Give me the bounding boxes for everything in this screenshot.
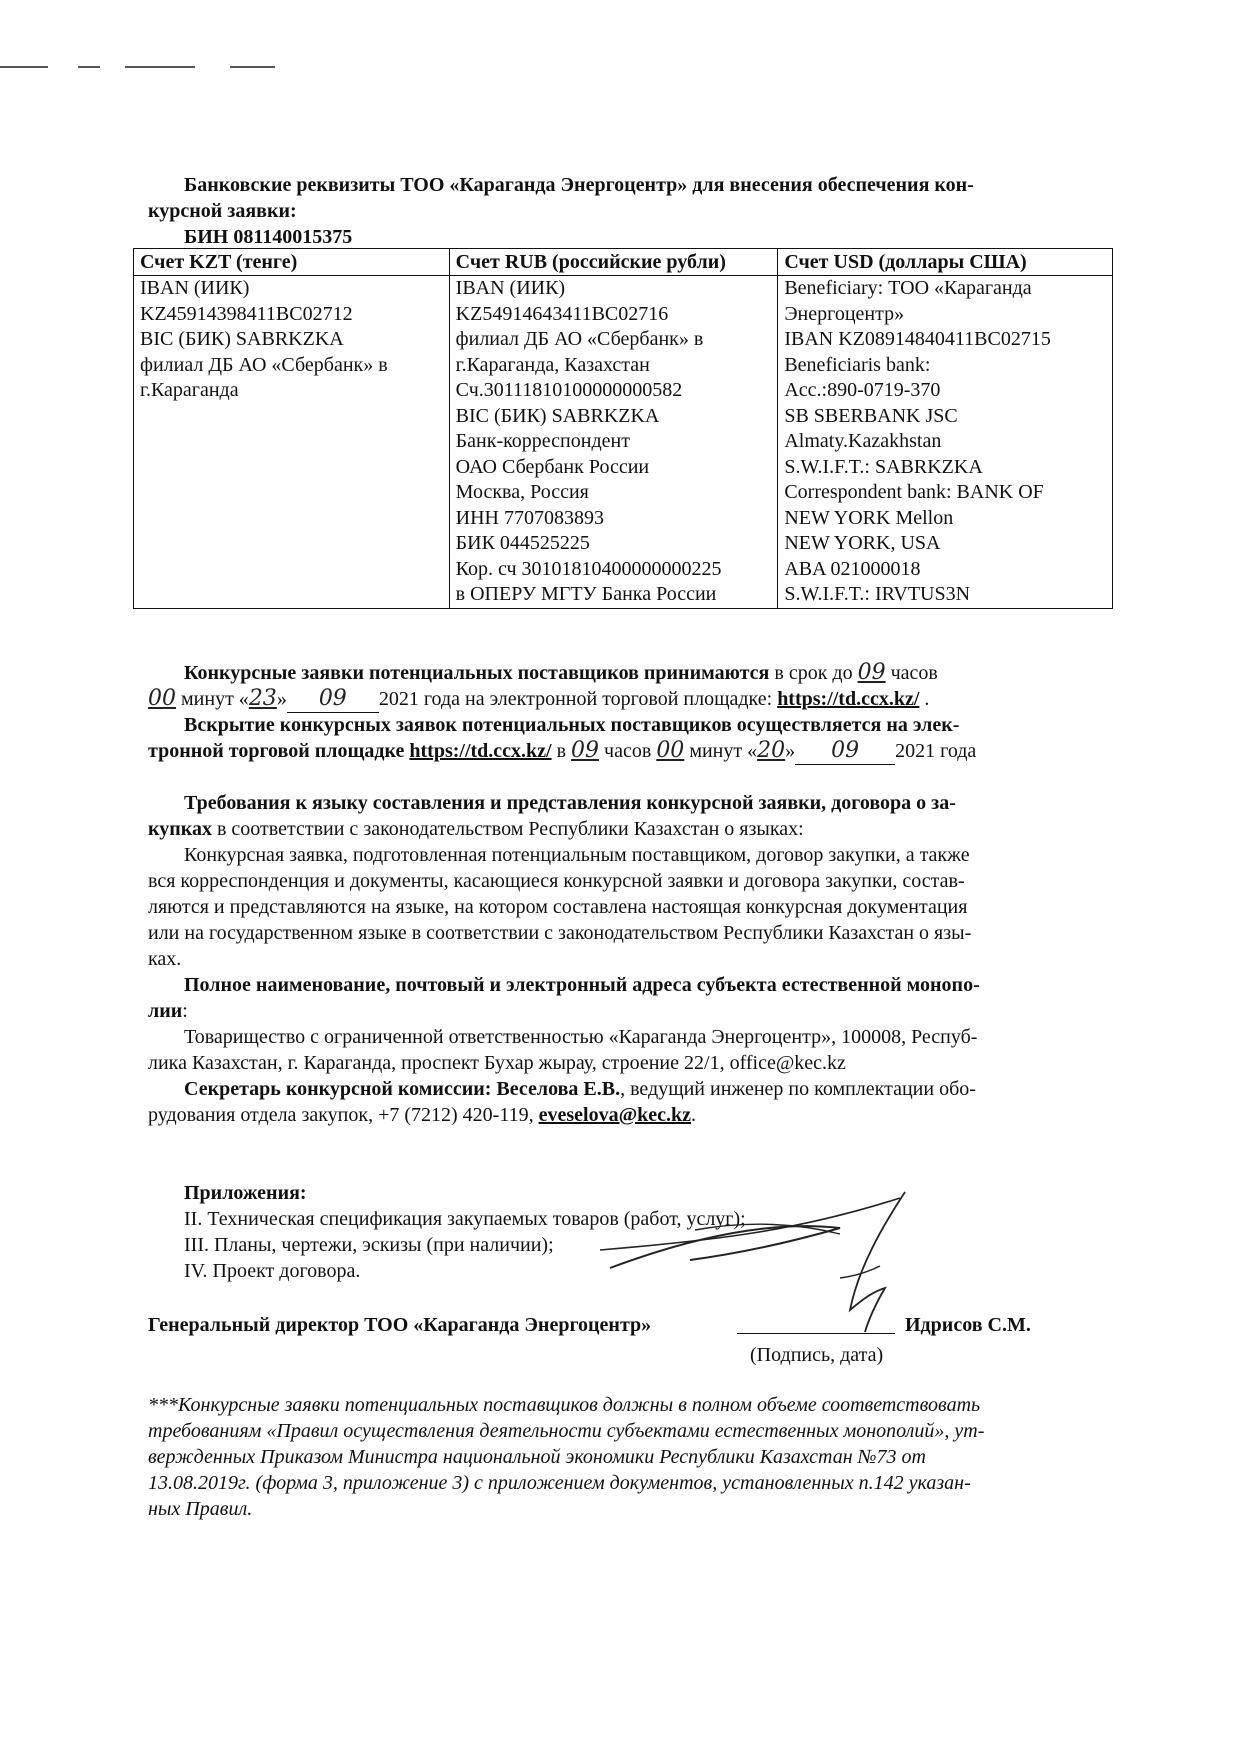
scan-artifact-line <box>78 66 100 68</box>
usd-line: S.W.I.F.T.: IRVTUS3N <box>784 583 971 605</box>
handwritten-minutes: 00 <box>656 738 685 763</box>
attachment-item: IV. Проект договора. <box>184 1260 361 1282</box>
usd-line: S.W.I.F.T.: SABRKZKA <box>784 455 983 478</box>
handwritten-hours: 09 <box>571 738 600 763</box>
language-para-line: Конкурсная заявка, подготовленная потенциальным поставщиком, договор закупки, а также <box>184 844 970 866</box>
footnote-line: ных Правил. <box>148 1498 253 1520</box>
director-title: Генеральный директор ТОО «Караганда Энергоцентр» <box>148 1314 652 1336</box>
rub-column-header: Счет RUB (российские рубли) <box>449 249 778 276</box>
submission-lead: Конкурсные заявки потенциальных поставщиков принимаются <box>184 662 770 684</box>
monopoly-address-line: лика Казахстан, г. Караганда, проспект Бухар жырау, строение 22/1, office@kec.kz <box>148 1052 846 1074</box>
handwritten-month: 09 <box>831 738 860 763</box>
secretary-period: . <box>691 1104 697 1126</box>
attachment-item: III. Планы, чертежи, эскизы (при наличии); <box>184 1234 554 1256</box>
heading-line-2: курсной заявки: <box>148 200 297 222</box>
usd-line: Энергоцентр» <box>784 302 905 325</box>
handwritten-minutes: 00 <box>148 686 176 711</box>
submission-deadline-paragraph <box>148 660 1098 713</box>
commission-secretary <box>148 1076 1098 1128</box>
rub-line: Москва, Россия <box>455 481 589 503</box>
table-header-row <box>134 249 1113 276</box>
rub-line: филиал ДБ АО «Сбербанк» в <box>455 328 704 350</box>
usd-account-cell <box>778 276 1113 609</box>
secretary-email-link[interactable]: eveselova@kec.kz <box>538 1104 692 1126</box>
month-blank <box>287 686 379 713</box>
secretary-contact: рудования отдела закупок, +7 (7212) 420-119, <box>148 1104 539 1126</box>
language-para-line: ках. <box>148 948 182 970</box>
language-heading-line-1: Требования к языку составления и представления конкурсной заявки, договора о за- <box>184 792 956 814</box>
signature-caption: (Подпись, дата) <box>750 1344 884 1366</box>
opening-text: часов <box>599 740 657 762</box>
table-row <box>134 276 1113 609</box>
rub-line: IBAN (ИИК) <box>455 277 566 299</box>
handwritten-hours: 09 <box>857 660 886 685</box>
attachment-item: II. Техническая спецификация закупаемых товаров (работ, услуг); <box>184 1208 746 1230</box>
attachments-title: Приложения: <box>184 1182 307 1204</box>
usd-line: Beneficiary: ТОО «Караганда <box>784 277 1032 299</box>
monopoly-heading-line-2: лии <box>148 1000 183 1022</box>
opening-paragraph <box>148 712 1098 765</box>
kzt-account-cell <box>134 276 450 609</box>
usd-line: NEW YORK, USA <box>784 532 941 554</box>
usd-line: IBAN KZ08914840411BC02715 <box>784 328 1051 350</box>
submission-text: минут « <box>176 688 249 710</box>
monopoly-entity-details <box>148 972 1098 1076</box>
procurement-portal-link[interactable]: https://td.ccx.kz/ <box>777 688 920 710</box>
bin-number: БИН 081140015375 <box>184 226 353 248</box>
rub-line: ИНН 7707083893 <box>455 506 604 529</box>
language-requirements <box>148 790 1098 972</box>
language-heading-line-2: купках <box>148 818 212 840</box>
signature-line <box>737 1333 895 1334</box>
secretary-text: , ведущий инженер по комплектации обо- <box>620 1078 976 1100</box>
kzt-line: BIC (БИК) SABRKZKA <box>140 328 344 350</box>
kzt-line: г.Караганда <box>140 379 239 401</box>
submission-text: в срок до <box>769 662 858 684</box>
rub-line: Банк-корреспондент <box>455 430 630 452</box>
language-para-line: или на государственном языке в соответствии с законодательством Республики Казахстан о язы- <box>148 922 972 944</box>
footnote-line: ***Конкурсные заявки потенциальных поставщиков должны в полном объеме соответствовать <box>148 1394 981 1416</box>
submission-text: . <box>919 688 930 710</box>
rub-line: БИК 044525225 <box>455 532 590 554</box>
monopoly-address-line: Товарищество с ограниченной ответственностью «Караганда Энергоцентр», 100008, Респуб- <box>184 1026 978 1048</box>
footnote <box>148 1392 1098 1522</box>
opening-text: 2021 года <box>895 740 977 762</box>
submission-text: » <box>276 688 287 710</box>
rub-line: Кор. сч 30101810400000000225 <box>455 557 722 580</box>
rub-line: KZ54914643411BC02716 <box>455 302 669 325</box>
director-name: Идрисов С.М. <box>905 1314 1031 1336</box>
usd-line: Correspondent bank: BANK OF <box>784 481 1044 503</box>
monopoly-colon: : <box>182 1000 188 1022</box>
usd-line: NEW YORK Mellon <box>784 506 954 529</box>
kzt-line: филиал ДБ АО «Сбербанк» в <box>140 353 388 376</box>
month-blank <box>795 738 895 765</box>
kzt-line: IBAN (ИИК) <box>140 277 250 299</box>
handwritten-day: 23 <box>248 686 277 711</box>
handwritten-month: 09 <box>318 686 347 711</box>
usd-line: Beneficiaris bank: <box>784 353 931 376</box>
kzt-column-header: Счет KZT (тенге) <box>134 249 450 276</box>
handwritten-day: 20 <box>757 738 786 763</box>
secretary-lead: Секретарь конкурсной комиссии: Веселова Е.В. <box>184 1078 621 1100</box>
footnote-line: 13.08.2019г. (форма 3, приложение 3) с приложением документов, установленных п.142 указан- <box>148 1472 971 1494</box>
submission-text: 2021 года на электронной торговой площадке: <box>378 688 778 710</box>
opening-text: » <box>785 740 796 762</box>
usd-column-header: Счет USD (доллары США) <box>778 249 1113 276</box>
language-para-line: ляются и представляются на языке, на котором составлена настоящая конкурсная документация <box>148 896 968 918</box>
submission-text: часов <box>885 662 938 684</box>
scan-artifact-line <box>0 66 48 68</box>
footnote-line: требованиям «Правил осуществления деятельности субъектами естественных монополий», ут- <box>148 1420 985 1442</box>
heading-line-1: Банковские реквизиты ТОО «Караганда Энергоцентр» для внесения обеспечения кон- <box>184 174 974 196</box>
footnote-line: вержденных Приказом Министра национальной экономики Республики Казахстан №73 от <box>148 1446 926 1468</box>
rub-line: Сч.30111810100000000582 <box>455 379 683 401</box>
language-para-line: вся корреспонденция и документы, касающиеся конкурсной заявки и договора закупки, состав- <box>148 870 965 892</box>
rub-account-cell <box>449 276 778 609</box>
rub-line: в ОПЕРУ МГТУ Банка России <box>455 583 717 605</box>
usd-line: SB SBERBANK JSC <box>784 404 958 427</box>
scan-artifact-line <box>230 66 275 68</box>
opening-text: в <box>551 740 572 762</box>
bank-details-heading <box>148 172 1098 250</box>
rub-line: ОАО Сбербанк России <box>455 455 650 478</box>
bank-accounts-table <box>133 248 1113 609</box>
monopoly-heading-line-1: Полное наименование, почтовый и электронный адреса субъекта естественной монопо- <box>184 974 980 996</box>
opening-lead: тронной торговой площадке <box>148 740 410 762</box>
opening-text: минут « <box>684 740 758 762</box>
usd-line: Almaty.Kazakhstan <box>784 430 942 452</box>
rub-line: BIC (БИК) SABRKZKA <box>455 404 660 427</box>
usd-line: Acc.:890-0719-370 <box>784 379 941 401</box>
opening-line-1: Вскрытие конкурсных заявок потенциальных поставщиков осуществляется на элек- <box>184 714 960 736</box>
rub-line: г.Караганда, Казахстан <box>455 353 650 376</box>
language-heading-rest: в соответствии с законодательством Республики Казахстан о языках: <box>211 818 804 840</box>
procurement-portal-link[interactable]: https://td.ccx.kz/ <box>409 740 552 762</box>
usd-line: ABA 021000018 <box>784 557 921 580</box>
kzt-line: KZ45914398411BC02712 <box>140 302 353 325</box>
scan-artifact-line <box>125 66 195 68</box>
